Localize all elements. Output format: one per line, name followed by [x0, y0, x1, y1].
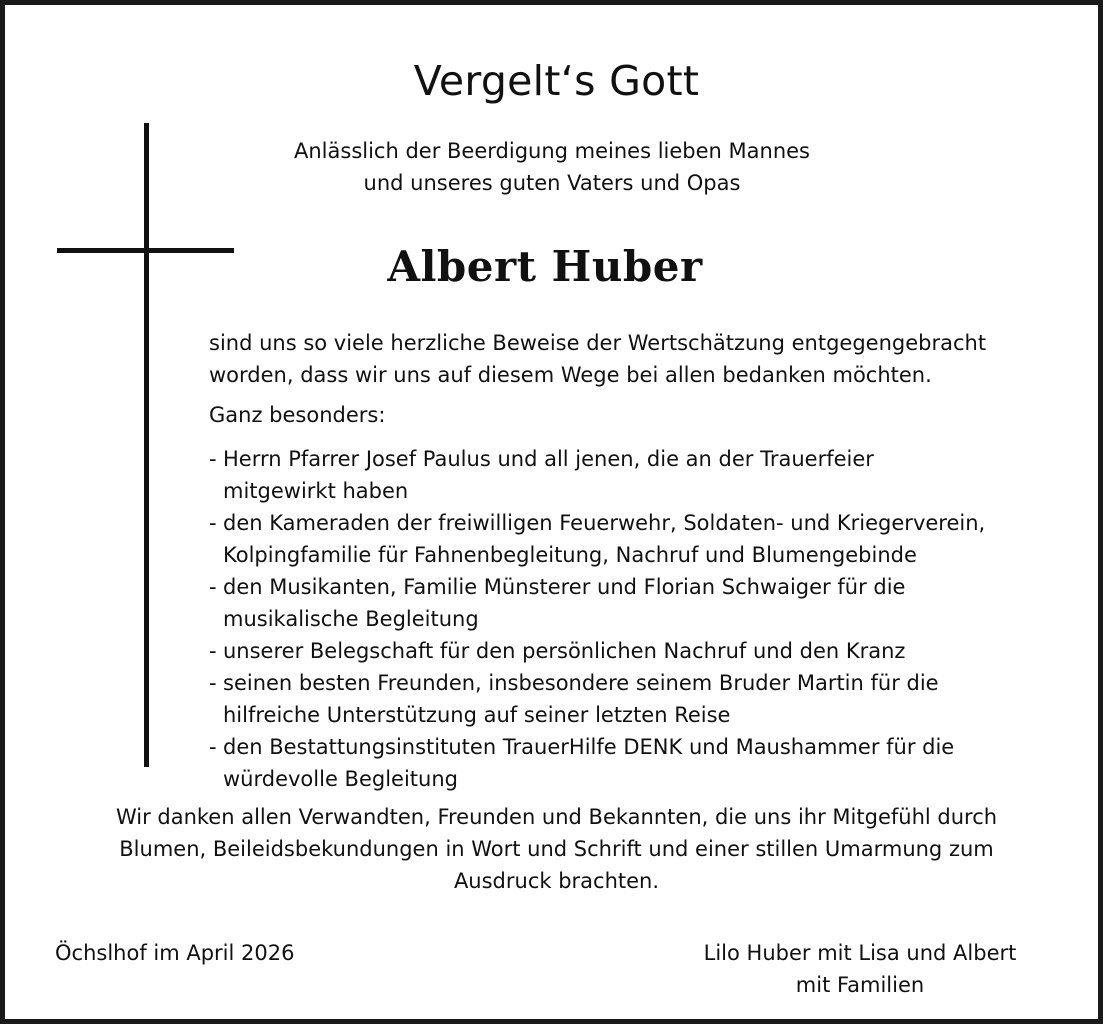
- special-thanks-heading: Ganz besonders:: [209, 403, 386, 427]
- signature-line-1: Lilo Huber mit Lisa und Albert: [703, 941, 1017, 965]
- closing-line-3: Ausdruck brachten.: [453, 869, 660, 893]
- list-item-line-2: musikalische Begleitung: [223, 607, 479, 631]
- list-dash: -: [209, 447, 217, 471]
- intro-text: [235, 135, 869, 199]
- list-item: [209, 731, 1089, 795]
- list-item-line-1: seinen besten Freunden, insbesondere seinem Bruder Martin für die: [223, 671, 939, 695]
- cross-icon-horizontal-bar: [57, 248, 234, 253]
- list-dash: -: [209, 575, 217, 599]
- list-dash: -: [209, 671, 217, 695]
- list-item-line-2: hilfreiche Unterstützung auf seiner letzten Reise: [223, 703, 731, 727]
- list-item-line-1: den Bestattungsinstituten TrauerHilfe DENK und Maushammer für die: [223, 735, 955, 759]
- thanks-list: [209, 443, 1089, 795]
- list-item-line-1: Herrn Pfarrer Josef Paulus und all jenen, die an der Trauerfeier: [223, 447, 874, 471]
- list-item: [209, 571, 1089, 635]
- gratitude-paragraph: [209, 327, 1079, 391]
- list-item-line-2: würdevolle Begleitung: [223, 767, 458, 791]
- deceased-name: Albert Huber: [387, 242, 703, 291]
- list-item-line-1: den Kameraden der freiwilligen Feuerwehr, Soldaten- und Kriegerverein,: [223, 511, 986, 535]
- list-item-line-2: Kolpingfamilie für Fahnenbegleitung, Nachruf und Blumengebinde: [223, 543, 917, 567]
- cross-icon-vertical-bar: [144, 123, 149, 767]
- list-item: [209, 635, 1089, 667]
- gratitude-line-1: sind uns so viele herzliche Beweise der Wertschätzung entgegengebracht: [209, 331, 987, 355]
- list-dash: -: [209, 639, 217, 663]
- family-signature: [665, 937, 1055, 1001]
- closing-line-1: Wir danken allen Verwandten, Freunden und Bekannten, die uns ihr Mitgefühl durch: [115, 805, 998, 829]
- signature-line-2: mit Familien: [795, 973, 925, 997]
- list-dash: -: [209, 735, 217, 759]
- list-item-line-1: den Musikanten, Familie Münsterer und Florian Schwaiger für die: [223, 575, 906, 599]
- place-and-date: Öchslhof im April 2026: [55, 941, 295, 965]
- list-dash: -: [209, 511, 217, 535]
- list-item-line-1: unserer Belegschaft für den persönlichen Nachruf und den Kranz: [223, 639, 906, 663]
- notice-title: Vergelt‘s Gott: [413, 57, 700, 105]
- intro-line-1: Anlässlich der Beerdigung meines lieben Mannes: [294, 139, 810, 163]
- intro-line-2: und unseres guten Vaters und Opas: [363, 171, 741, 195]
- list-item-line-2: mitgewirkt haben: [223, 479, 409, 503]
- list-item: [209, 443, 1089, 507]
- closing-paragraph: [35, 801, 1078, 897]
- list-item: [209, 667, 1089, 731]
- list-item: [209, 507, 1089, 571]
- gratitude-line-2: worden, dass wir uns auf diesem Wege bei allen bedanken möchten.: [209, 363, 932, 387]
- closing-line-2: Blumen, Beileidsbekundungen in Wort und Schrift und einer stillen Umarmung zum: [119, 837, 994, 861]
